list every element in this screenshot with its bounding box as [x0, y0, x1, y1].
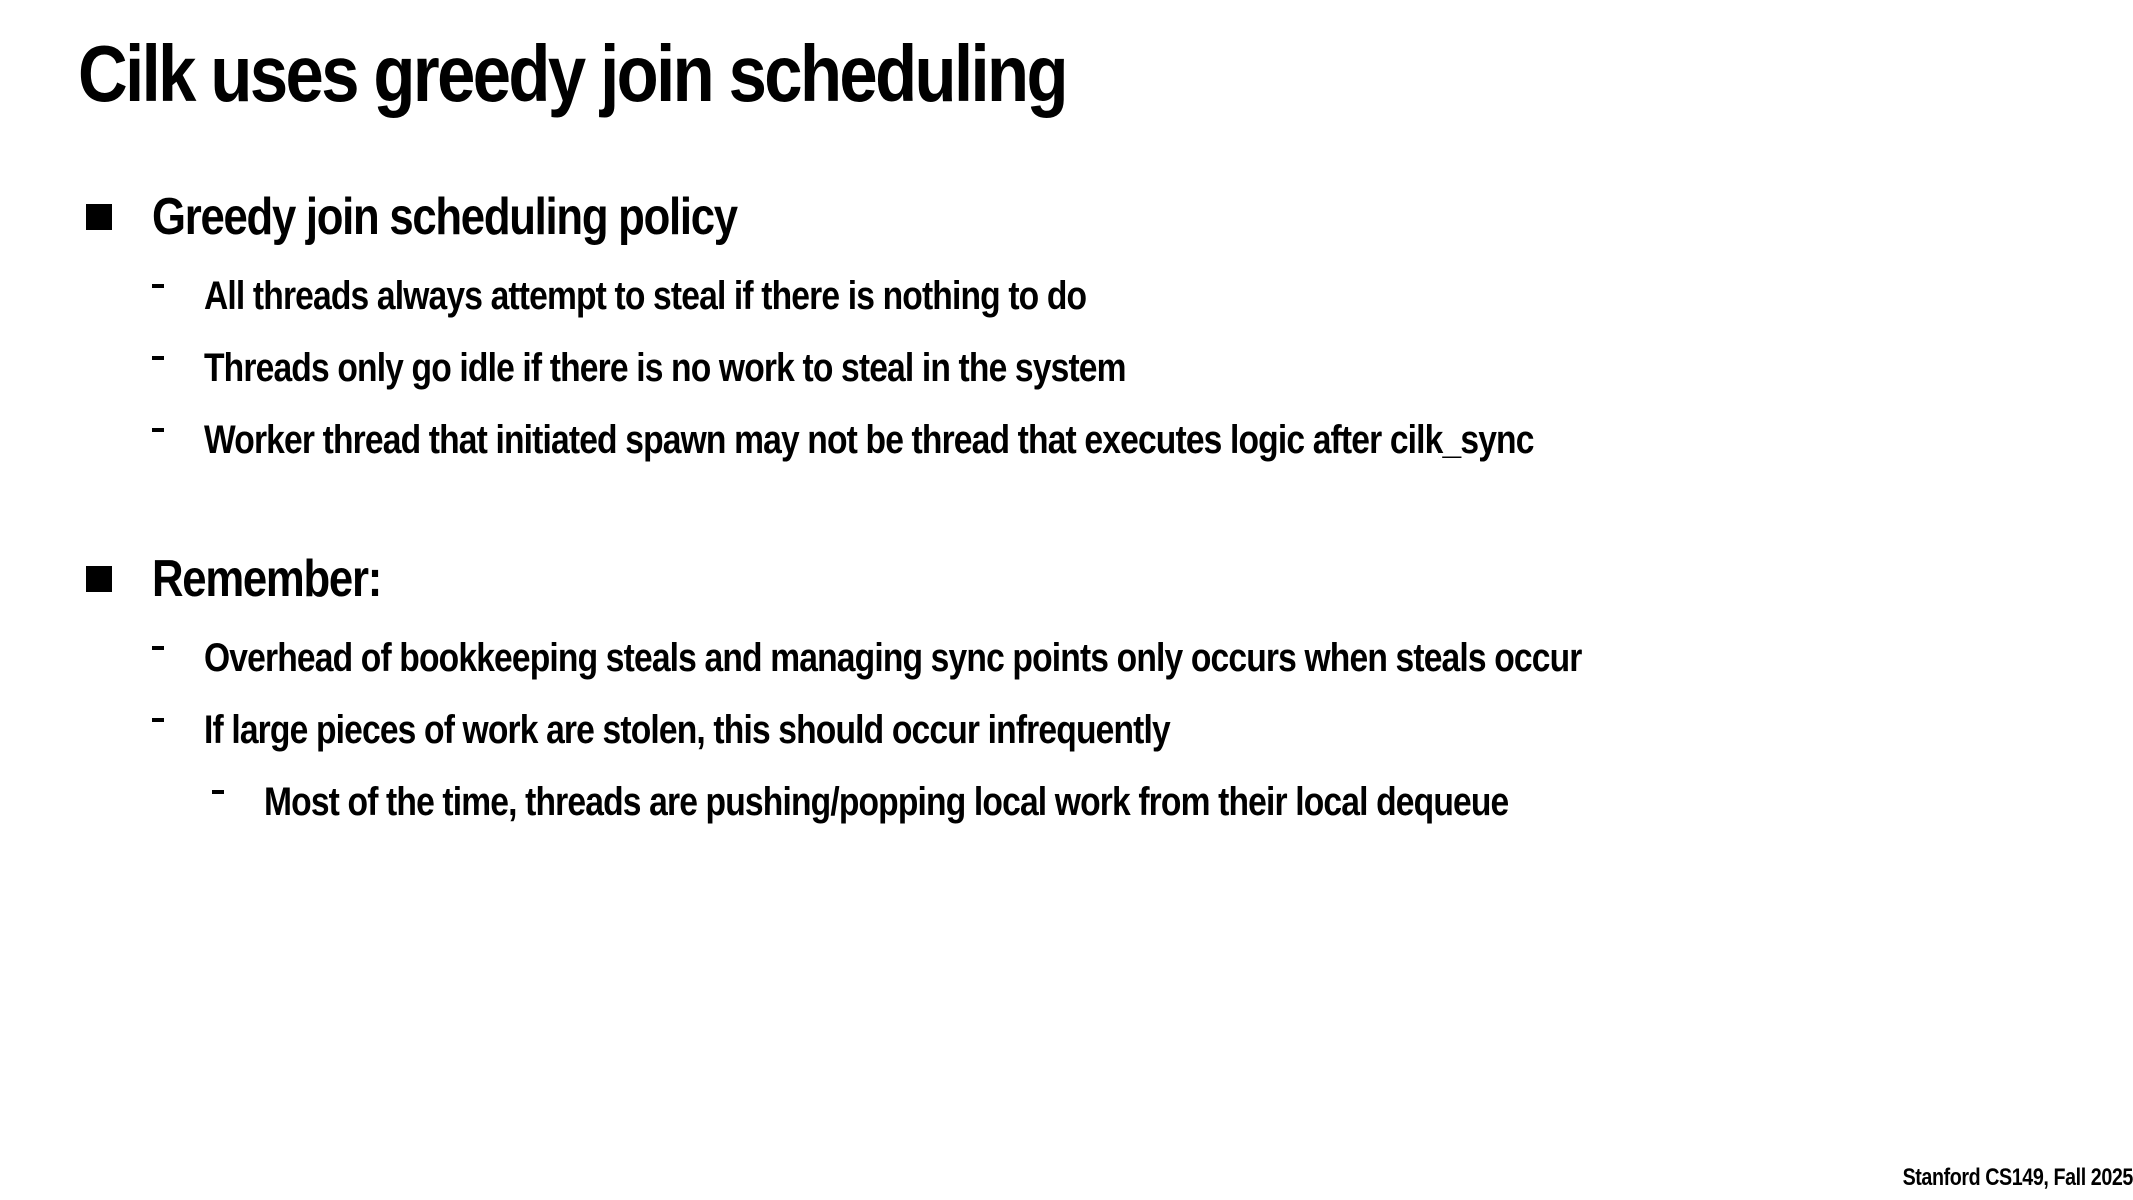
course-footer: Stanford CS149, Fall 2025 [1902, 1164, 2133, 1191]
dash-bullet-icon [152, 284, 164, 288]
bullet-list [86, 260, 1787, 476]
square-bullet-icon [86, 204, 112, 230]
list-item [86, 260, 1787, 332]
list-item [86, 694, 1844, 766]
list-item [86, 404, 1787, 476]
list-item [86, 622, 1844, 694]
dash-bullet-icon [152, 356, 164, 360]
list-item [86, 332, 1787, 404]
dash-bullet-icon [212, 790, 224, 794]
list-item-text: Threads only go idle if there is no work to steal in the system [204, 345, 1126, 390]
bullet-level1 [86, 548, 1844, 610]
dash-bullet-icon [152, 646, 164, 650]
list-item-text: All threads always attempt to steal if there is nothing to do [204, 273, 1087, 318]
section-greedy-policy [86, 186, 1787, 476]
dash-bullet-icon [152, 428, 164, 432]
bullet-level1 [86, 186, 1787, 248]
list-subitem-text: Most of the time, threads are pushing/popping local work from their local dequeue [264, 779, 1509, 824]
bullet-list [86, 622, 1844, 838]
dash-bullet-icon [152, 718, 164, 722]
section-heading: Greedy join scheduling policy [152, 188, 737, 246]
section-heading: Remember: [152, 550, 381, 608]
list-item-text: Worker thread that initiated spawn may not be thread that executes logic after cilk_sync [204, 417, 1534, 462]
square-bullet-icon [86, 566, 112, 592]
section-remember [86, 548, 1844, 838]
slide-title: Cilk uses greedy join scheduling [78, 29, 1066, 118]
list-item-text: Overhead of bookkeeping steals and managing sync points only occurs when steals occur [204, 635, 1582, 680]
list-item-text: If large pieces of work are stolen, this should occur infrequently [204, 707, 1170, 752]
list-subitem [86, 766, 1844, 838]
